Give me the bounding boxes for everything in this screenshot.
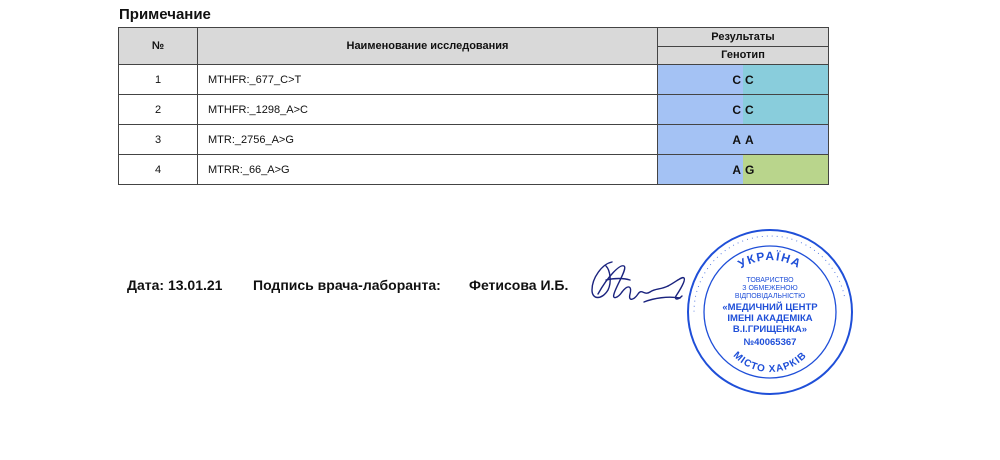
doctor-name: Фетисова И.Б.	[469, 277, 569, 293]
genotype-allele-1: A	[658, 125, 743, 154]
genotype-allele-1: C	[658, 95, 743, 124]
stamp-name-line2: ІМЕНІ АКАДЕМІКА	[727, 313, 813, 324]
header-test-name: Наименование исследования	[198, 28, 658, 65]
stamp-text-line1: ТОВАРИСТВО	[746, 277, 794, 284]
stamp-text-line2: З ОБМЕЖЕНОЮ	[742, 285, 798, 292]
row-number: 2	[119, 95, 198, 125]
stamp-text-line3: ВІДПОВІДАЛЬНІСТЮ	[734, 293, 806, 300]
genotype-allele-1: C	[658, 65, 743, 94]
row-test-name: MTRR:_66_A>G	[198, 155, 658, 185]
stamp-code: №40065367	[743, 337, 797, 348]
row-number: 4	[119, 155, 198, 185]
date-label: Дата: 13.01.21	[127, 277, 223, 293]
genotype-allele-1: A	[658, 155, 743, 184]
header-number: №	[119, 28, 198, 65]
row-test-name: MTHFR:_677_C>T	[198, 65, 658, 95]
svg-text:УКРАЇНА	[736, 248, 805, 271]
table-row	[119, 65, 829, 95]
row-number: 3	[119, 125, 198, 155]
section-title: Примечание	[119, 6, 211, 23]
row-genotype	[658, 95, 829, 125]
signature-image	[584, 256, 694, 320]
table-row	[119, 125, 829, 155]
stamp-outer-ring: · · · · · · · · · · · · · · · · · · · · · · · · · · · · · · · · · · · · · · · · · · · · ·	[691, 233, 847, 313]
results-table	[118, 27, 829, 185]
signature-label: Подпись врача-лаборанта:	[253, 277, 441, 293]
row-test-name: MTR:_2756_A>G	[198, 125, 658, 155]
row-number: 1	[119, 65, 198, 95]
table-row	[119, 155, 829, 185]
stamp-name-line1: «МЕДИЧНИЙ ЦЕНТР	[722, 302, 818, 313]
genotype-allele-2: C	[743, 95, 828, 124]
genotype-allele-2: A	[743, 125, 828, 154]
row-genotype	[658, 125, 829, 155]
stamp-country: УКРАЇНА	[735, 248, 805, 272]
genotype-allele-2: C	[743, 65, 828, 94]
genotype-allele-2: G	[743, 155, 828, 184]
stamp-name-line3: В.І.ГРИЩЕНКА»	[732, 324, 808, 335]
table-row	[119, 95, 829, 125]
header-genotype: Генотип	[658, 46, 829, 65]
row-test-name: MTHFR:_1298_A>C	[198, 95, 658, 125]
stamp-seal	[684, 226, 856, 398]
stamp-city: МІСТО ХАРКІВ	[730, 349, 810, 376]
row-genotype	[658, 155, 829, 185]
row-genotype	[658, 65, 829, 95]
header-results: Результаты	[658, 28, 829, 47]
